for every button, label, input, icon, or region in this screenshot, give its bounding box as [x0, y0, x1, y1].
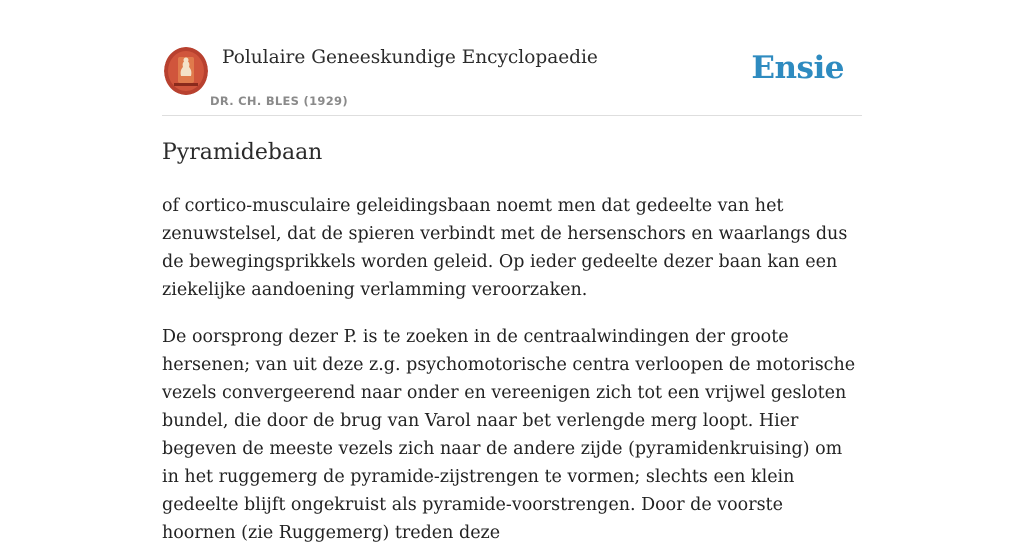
header: [162, 0, 862, 116]
book-author: DR. CH. BLES (1929): [210, 94, 348, 108]
page-container: [162, 0, 862, 543]
article-title: Pyramidebaan: [162, 140, 323, 165]
encyclopedia-logo-icon[interactable]: [164, 47, 208, 95]
article-paragraph: De oorsprong dezer P. is te zoeken in de centraalwindingen der groote hersenen; van uit deze z.g. psychomotorische centra verloopen de motorische vezels convergeerend naar onder en vereenigen zich tot een vrijwel gesloten bundel, die door de brug van Varol naar bet verlengde merg loopt. Hier begeven de meeste vezels zich naar de andere zijde (pyramidenkruising) om in het ruggemerg de pyramide-zijstrengen te vormen; slechts een klein gedeelte blijft ongekruist als pyramide-voorstrengen. Door de voorste hoornen (zie Ruggemerg) treden deze: [162, 327, 856, 543]
brand-logo[interactable]: Ensie: [751, 50, 844, 86]
article-paragraph: of cortico-musculaire geleidingsbaan noemt men dat gedeelte van het zenuwstelsel, dat de spieren verbindt met de hersenschors en waarlangs dus de bewegingsprikkels worden geleid. Op ieder gedeelte dezer baan kan een ziekelijke aandoening verlamming veroorzaken.: [162, 196, 848, 300]
book-title[interactable]: Polulaire Geneeskundige Encyclopaedie: [222, 47, 598, 68]
